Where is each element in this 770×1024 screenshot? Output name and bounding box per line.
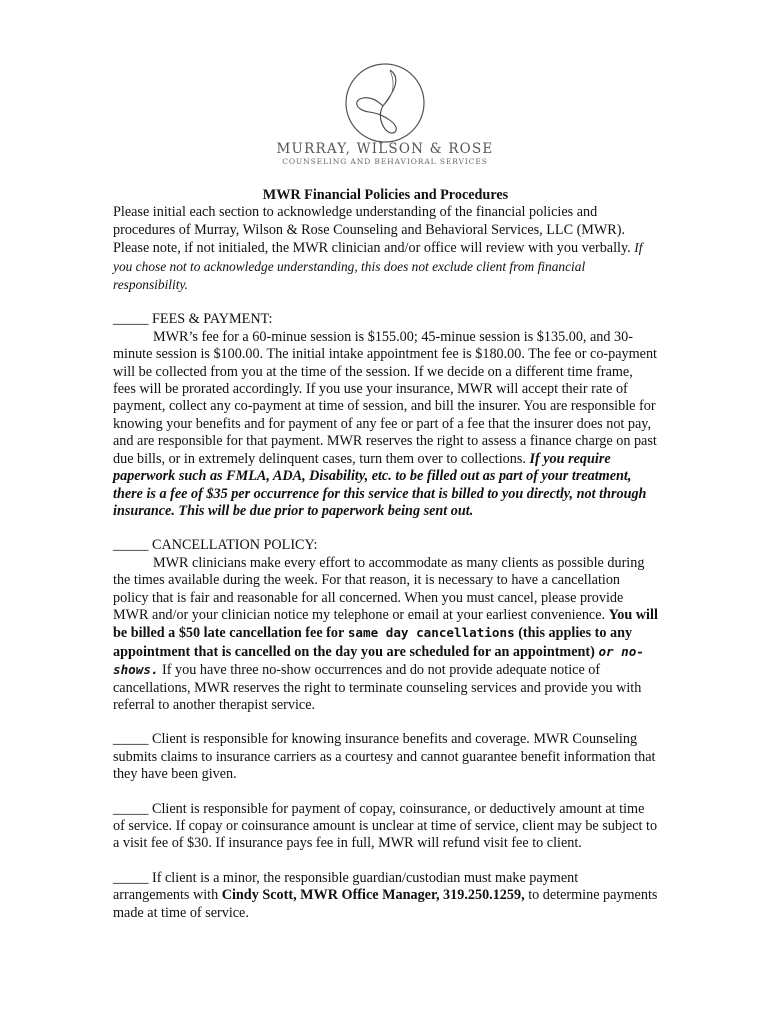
cancellation-text: MWR clinicians make every effort to accommodate as many clients as possible during the times available during the week. For that reason, it is necessary to have a cancellation policy that is fair and reasonable for all concerned. When you must cancel, please provide MWR and/or your clinician notice my telephone or email at your earliest convenience.: [113, 554, 645, 623]
minor-text-end: to determine payments made at time of service.: [113, 887, 658, 921]
minor-text: _____ If client is a minor, the responsible guardian/custodian must make payment arrangements with: [113, 869, 579, 904]
late-fee-notice: You will be billed a $50 late cancellation fee for: [113, 606, 658, 642]
flourish-circle-emblem-icon: [335, 62, 435, 144]
company-logo: [0, 62, 770, 166]
intro-italic-note: If you chose not to acknowledge understanding, this does not exclude client from financial responsibility.: [113, 240, 643, 293]
fees-heading: _____ FEES & PAYMENT:: [113, 311, 273, 328]
insurance-paragraph: _____ Client is responsible for knowing insurance benefits and coverage. MWR Counseling submits claims to insurance carriers as a courtesy and cannot guarantee benefit information that they have been given.: [113, 731, 656, 783]
minor-paragraph: [113, 870, 658, 922]
intro-text: Please initial each section to acknowledge understanding of the financial policies and procedures of Murray, Wilson & Rose Counseling and Behavioral Services, LLC (MWR). Please note, if not initialed, the MWR clinician and/or office will review with you verbally.: [113, 204, 631, 257]
document-body: [113, 187, 658, 922]
same-day-cancellations: same day cancellations: [347, 625, 515, 641]
cancellation-paragraph: [113, 555, 658, 715]
fees-text: MWR’s fee for a 60-minue session is $155.00; 45-minue session is $135.00, and 30-minute session is $100.00. The initial intake appointment fee is $180.00. The fee or co-payment will be collected from you at the time of the session. If we decide on a different time frame, fees will be prorated accordingly. If you use your insurance, MWR will accept their rate of payment, collect any co-payment at time of session, and bill the insurer. You are responsible for knowing your benefits and for payment of any fee or part of a fee that the insurer does not pay, and are responsible for that payment. MWR reserves the right to assess a finance charge on past due bills, or in extremely delinquent cases, turn them over to collections.: [113, 328, 658, 467]
fees-paperwork-note: If you require paperwork such as FMLA, ADA, Disability, etc. to be filled out as part of your treatment, there is a fee of $35 per occurrence for this service that is billed to you directly, not through insurance. This will be due prior to paperwork being sent out.: [113, 450, 647, 519]
document-title: MWR Financial Policies and Procedures: [262, 187, 509, 203]
copay-paragraph: _____ Client is responsible for payment of copay, coinsurance, or deductively amount at time of service. If copay or coinsurance amount is unclear at time of service, client may be subject to a visit fee of $30. If insurance pays fee in full, MWR will refund visit fee to client.: [113, 800, 658, 852]
office-manager-contact: Cindy Scott, MWR Office Manager, 319.250.1259,: [221, 887, 525, 904]
logo-subtitle: COUNSELING AND BEHAVIORAL SERVICES: [282, 157, 488, 166]
cancellation-tail: If you have three no-show occurrences and do not provide adequate notice of cancellations, MWR reserves the right to terminate counseling services and provide you with referral to another therapist service.: [113, 662, 642, 713]
cancellation-heading: _____ CANCELLATION POLICY:: [113, 537, 318, 554]
fees-paragraph: [113, 329, 658, 520]
intro-paragraph: [113, 204, 658, 294]
logo-brand-name: MURRAY, WILSON & ROSE: [276, 141, 494, 157]
applies-note: (this applies to any appointment that is cancelled on the day you are scheduled for an appointment): [113, 625, 633, 660]
no-shows: or no-shows.: [113, 643, 644, 678]
